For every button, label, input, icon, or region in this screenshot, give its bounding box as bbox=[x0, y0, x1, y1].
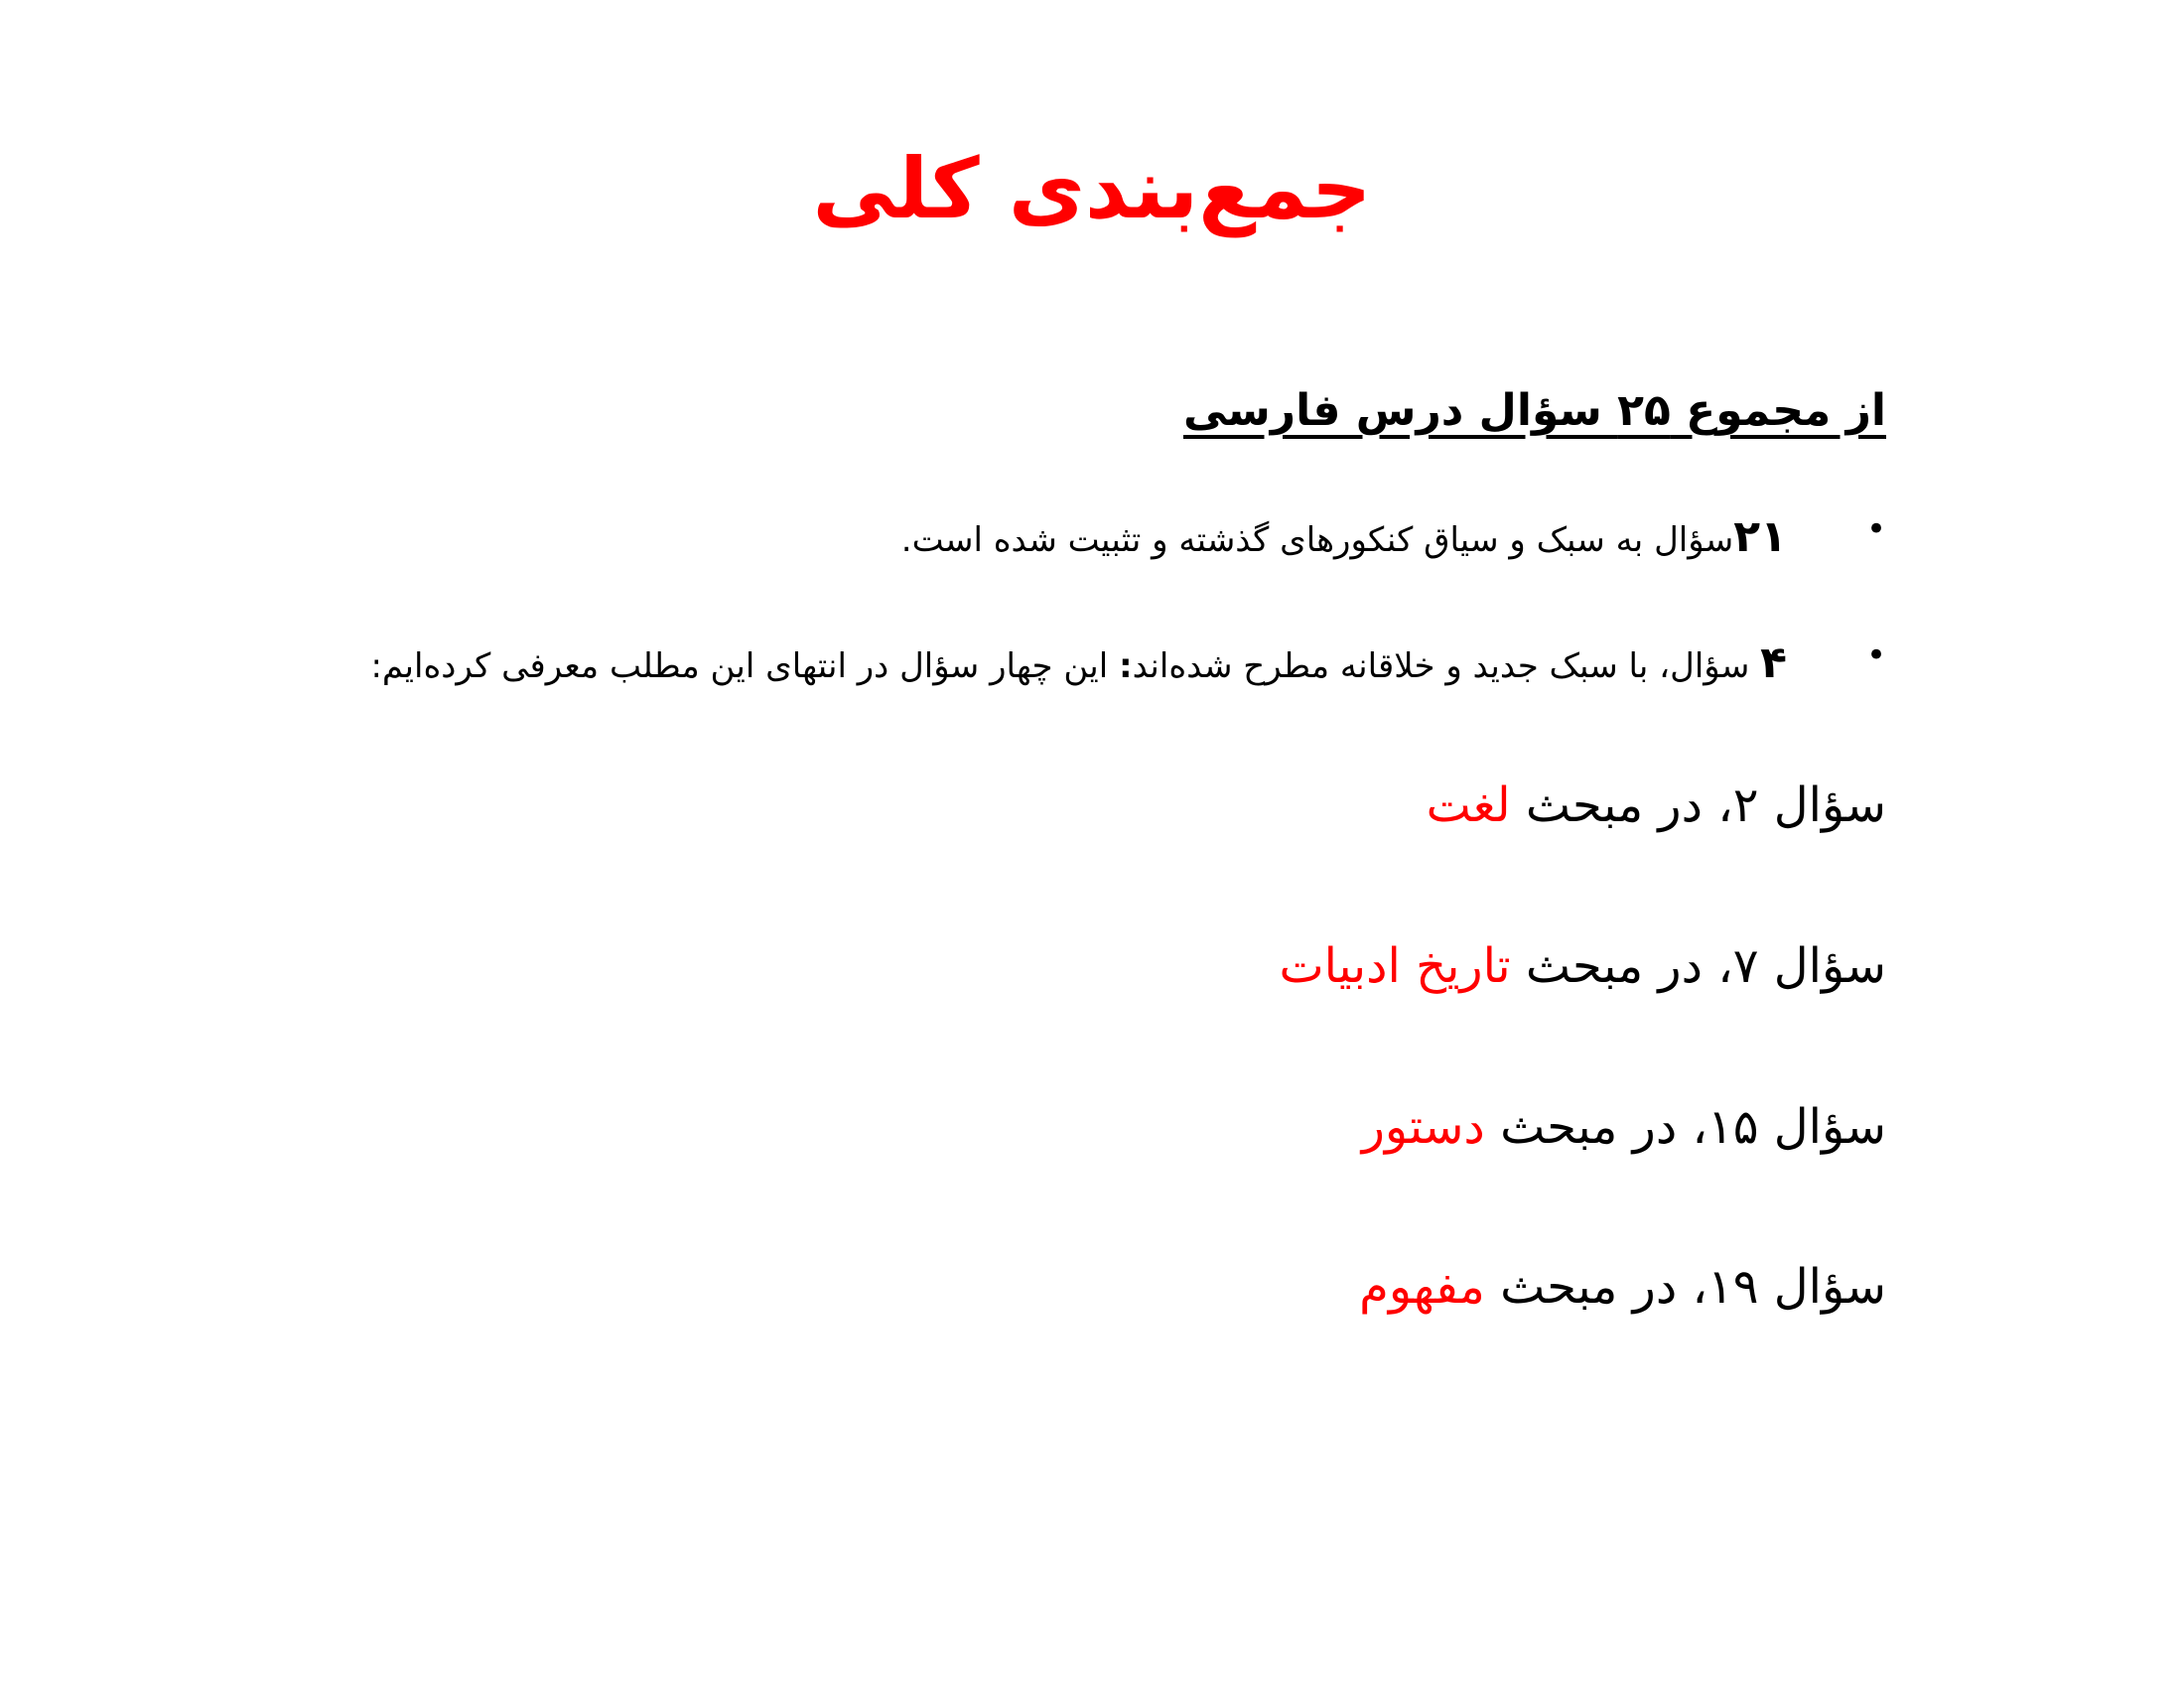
question-topic: مفهوم bbox=[1359, 1259, 1485, 1315]
question-line bbox=[1359, 1256, 1886, 1318]
question-line bbox=[1362, 1096, 1886, 1158]
bullet-marker: • bbox=[1865, 509, 1886, 549]
question-line bbox=[1279, 935, 1886, 997]
question-line bbox=[1427, 774, 1886, 836]
page-title: جمع‌بندی کلی bbox=[812, 140, 1372, 237]
bullet-text bbox=[901, 506, 1787, 568]
question-topic: لغت bbox=[1426, 777, 1511, 833]
bullet-marker: • bbox=[1865, 635, 1886, 675]
question-prefix: سؤال ۱۹، در مبحث bbox=[1484, 1259, 1886, 1315]
question-prefix: سؤال ۱۵، در مبحث bbox=[1484, 1099, 1886, 1155]
bullet-number: ۲۱ bbox=[1733, 511, 1787, 562]
bullet-text bbox=[370, 633, 1787, 694]
bullet-body: سؤال به سبک و سیاق کنکورهای گذشته و تثبیت شده است. bbox=[900, 520, 1734, 560]
bullet-colon: : bbox=[1118, 646, 1133, 686]
bullet-body: سؤال، با سبک جدید و خلاقانه مطرح شده‌اند bbox=[1132, 646, 1761, 686]
section-heading: از مجموع ۲۵ سؤال درس فارسی bbox=[1182, 385, 1886, 436]
question-prefix: سؤال ۷، در مبحث bbox=[1510, 938, 1886, 994]
question-prefix: سؤال ۲، در مبحث bbox=[1510, 777, 1886, 833]
bullet-number: ۴ bbox=[1760, 637, 1787, 688]
bullet-body-continued: این چهار سؤال در انتهای این مطلب معرفی کرده‌ایم: bbox=[370, 646, 1119, 686]
question-topic: دستور bbox=[1361, 1099, 1485, 1155]
question-topic: تاریخ ادبیات bbox=[1279, 938, 1511, 994]
